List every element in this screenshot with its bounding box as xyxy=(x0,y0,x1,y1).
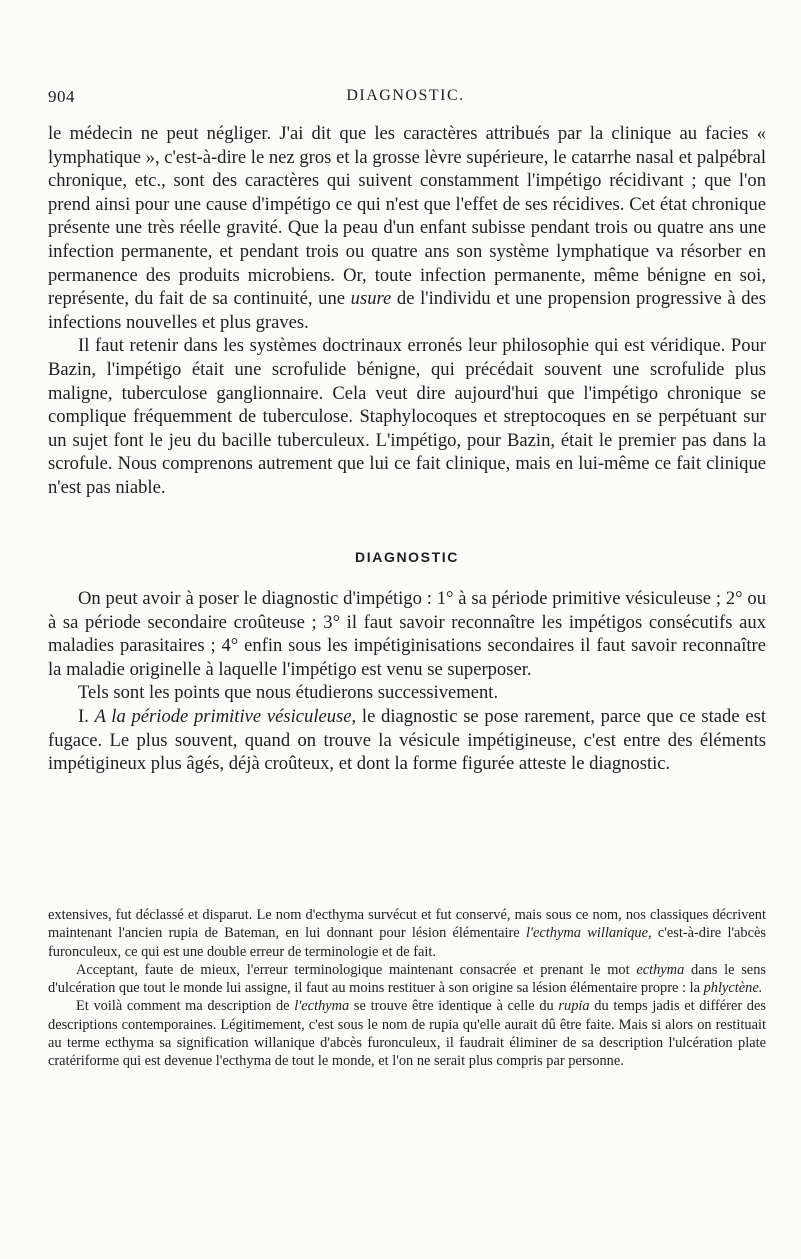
emphasis-text: rupia xyxy=(558,998,590,1015)
paragraph-text: le médecin ne peut négliger. J'ai dit que les caractères attribués par la clinique au facies « lymphatique », c'est-à-dire le nez gros et la grosse lèvre supérieure, le catarrhe nasal et palpébral chronique, etc., sont des caractères qui suivent constamment l'impétigo récidivant ; que l'on prend ainsi pour une cause d'impétigo ce qui n'est que l'effet de ses récidives. Cet état chronique présente une très réelle gravité. Que la peau d'un enfant subisse pendant trois ou quatre ans une infection permanente, et pendant trois ou quatre ans son système lymphatique va résorber en permanence des produits microbiens. Or, toute infection permanente, même bénigne en soi, représente, du fait de sa continuité, une xyxy=(48,123,766,310)
footnote-paragraph xyxy=(48,961,766,998)
footnote-text: dans le sens d'ulcération que tout le monde lui assigne, il faut au moins restituer à son origine sa lésion élémentaire propre : la xyxy=(48,961,766,997)
emphasis-text: phlyctène. xyxy=(703,980,763,997)
footnote-paragraph xyxy=(48,997,766,1070)
section-heading: DIAGNOSTIC xyxy=(355,548,459,565)
footnote-text: , c'est-à-dire l'abcès furonculeux, ce qui est une double erreur de terminologie et de fait. xyxy=(48,925,766,960)
footnote-text: Et voilà comment ma description de xyxy=(76,998,295,1015)
footnote-text: se trouve être identique à celle du xyxy=(349,998,559,1015)
paragraph-text: de l'individu et une propension progressive à des infections nouvelles et plus graves. xyxy=(48,288,766,333)
main-text xyxy=(48,122,766,776)
emphasis-text: ecthyma xyxy=(636,961,685,978)
footnote-paragraph xyxy=(48,906,766,961)
emphasis-text: l'ecthyma willanique xyxy=(525,925,648,942)
paragraph-primitive-period xyxy=(48,705,766,776)
running-title: DIAGNOSTIC. xyxy=(346,87,465,104)
footnote-block xyxy=(48,906,766,1071)
paragraph-bazin: Il faut retenir dans les systèmes doctrinaux erronés leur philosophie qui est véridique. Pour Bazin, l'impétigo était une scrofulide bénigne, qui précédait souvent une scrofulide plus maligne, tuberculose ganglionnaire. Cela veut dire aujourd'hui que l'impétigo chronique se complique fréquemment de tuberculose. Staphylocoques et streptocoques en se perpétuant sur un sujet font le jeu du bacille tuberculeux. L'impétigo, pour Bazin, était le premier pas dans la scrofule. Nous comprenons autrement que lui ce fait clinique, mais en lui-même ce fait clinique n'est pas niable. xyxy=(48,335,766,498)
emphasis-text: A la période primitive vésiculeuse xyxy=(94,706,352,728)
emphasis-text: usure xyxy=(350,288,392,310)
paragraph-continuation xyxy=(48,122,766,334)
emphasis-text: l'ecthyma xyxy=(294,998,350,1015)
paragraph-diagnostic-intro: On peut avoir à poser le diagnostic d'impétigo : 1° à sa période primitive vésiculeuse ; 2° ou à sa période secondaire croûteuse ; 3° il faut savoir reconnaître les impétigos consécutifs aux maladies parasitaires ; 4° enfin sous les impétiginisations secondaires il faut savoir reconnaître la maladie originelle à laquelle l'impétigo est venu se superposer. xyxy=(48,588,766,680)
page-header xyxy=(48,87,763,111)
paragraph-text: I. xyxy=(78,706,95,728)
page-number: 904 xyxy=(48,87,75,106)
footnote-text: du temps jadis et différer des descriptions contemporaines. Légitimement, c'est sous le nom de rupia qu'elle aurait dû être faite. Mais si alors on restituait au terme ecthyma sa signification willanique d'abcès furonculeux, il faudrait éliminer de sa description l'ulcération plate cratériforme qui est devenue l'ecthyma de tout le monde, et l'on ne serait plus compris par personne. xyxy=(48,998,766,1070)
footnote-text: extensives, fut déclassé et disparut. Le nom d'ecthyma survécut et fut conservé, mais sous ce nom, nos classiques décrivent maintenant l'ancien rupia de Bateman, en lui donnant pour lésion élémentaire xyxy=(48,907,766,942)
footnote-text: Acceptant, faute de mieux, l'erreur terminologique maintenant consacrée et prenant le mot xyxy=(76,961,637,978)
paragraph-text: , le diagnostic se pose rarement, parce que ce stade est fugace. Le plus souvent, quand on trouve la vésicule impétigineuse, c'est entre des éléments impétigineux plus âgés, déjà croûteux, et dont la forme figurée atteste le diagnostic. xyxy=(48,706,766,775)
paragraph-points: Tels sont les points que nous étudierons successivement. xyxy=(78,682,499,704)
